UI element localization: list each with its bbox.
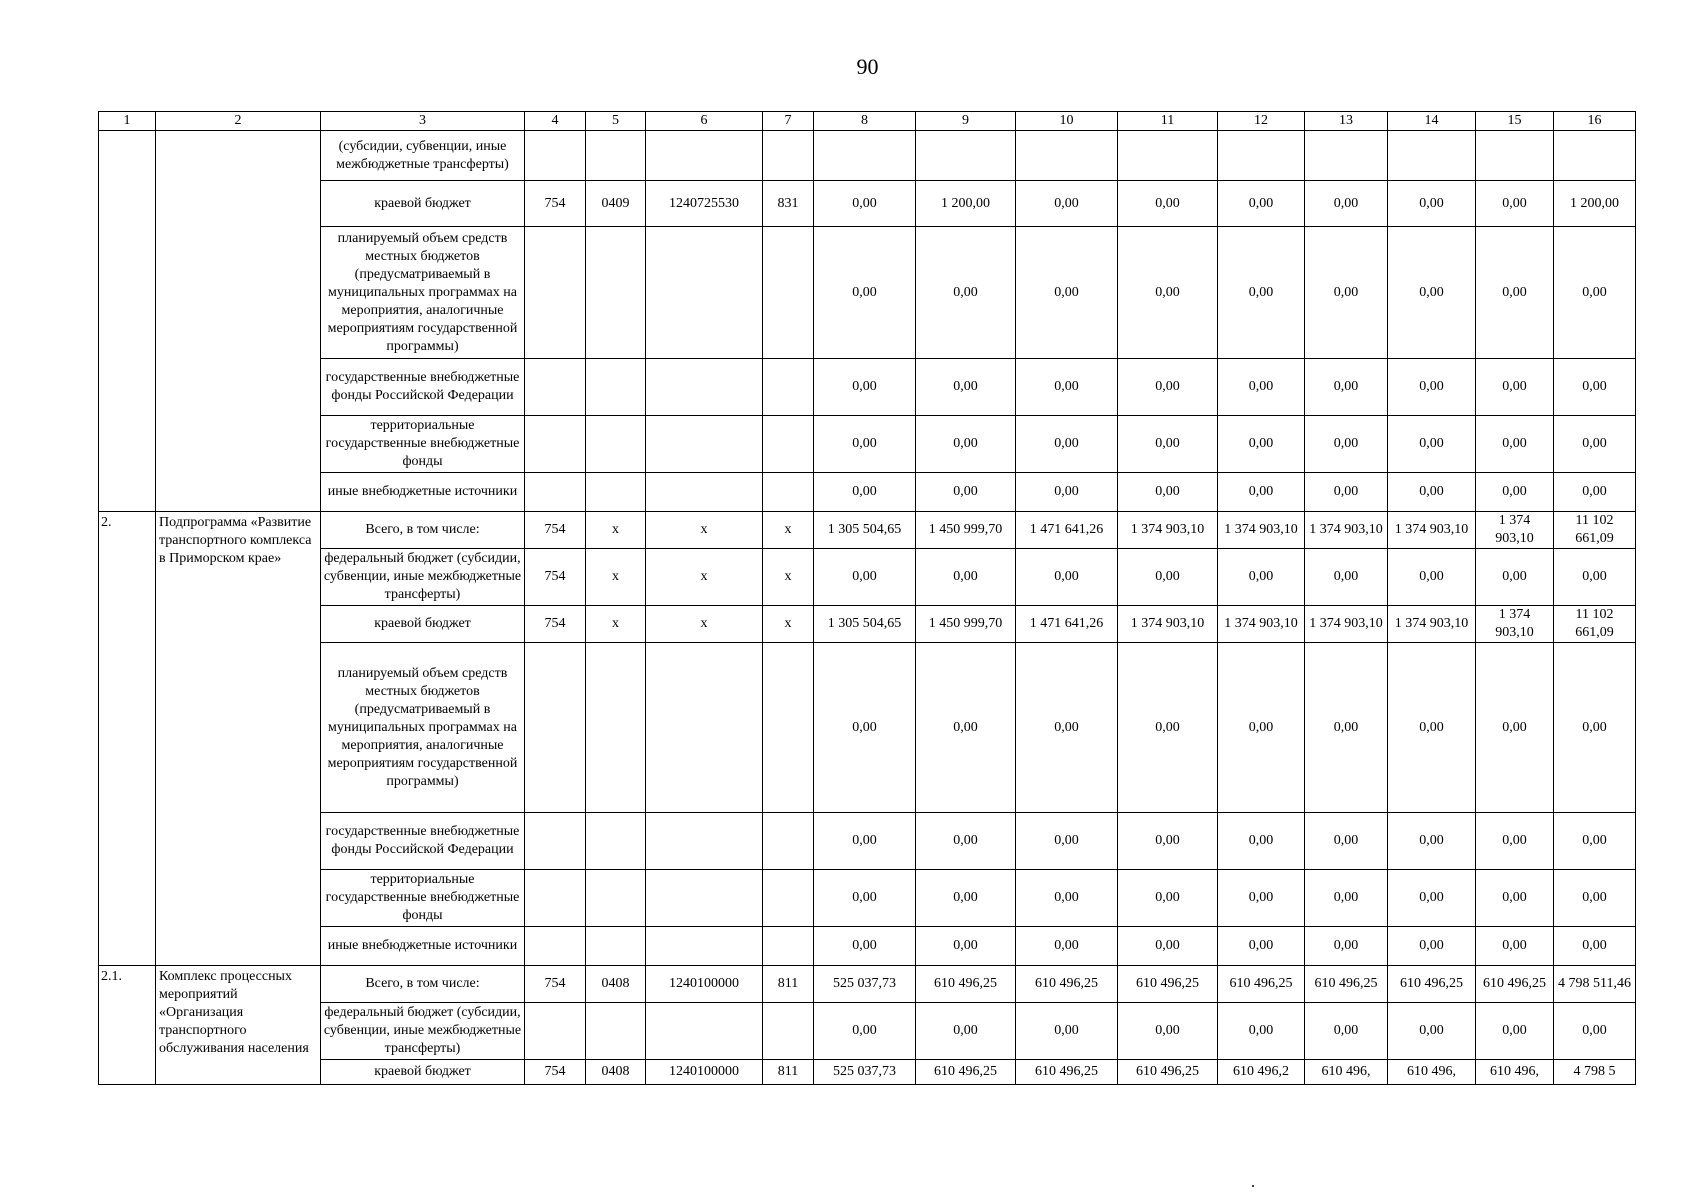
amount-cell: 0,00 — [1218, 1003, 1305, 1060]
amount-cell: 0,00 — [814, 870, 916, 927]
amount-cell: 0,00 — [1554, 813, 1636, 870]
amount-cell: 0,00 — [1305, 416, 1388, 473]
amount-cell: 0,00 — [916, 549, 1016, 606]
amount-cell: 0,00 — [1218, 473, 1305, 512]
funding-source-cell: краевой бюджет — [321, 606, 525, 643]
amount-cell: 0,00 — [1118, 927, 1218, 966]
budget-code-cell — [646, 870, 763, 927]
amount-cell: 0,00 — [1388, 181, 1476, 227]
amount-cell: 0,00 — [1388, 1003, 1476, 1060]
column-header: 5 — [586, 112, 646, 131]
amount-cell: 0,00 — [1218, 813, 1305, 870]
amount-cell — [1554, 131, 1636, 181]
amount-cell: 0,00 — [1218, 870, 1305, 927]
budget-code-cell — [586, 131, 646, 181]
amount-cell: 0,00 — [916, 227, 1016, 359]
amount-cell: 610 496,25 — [916, 966, 1016, 1003]
budget-code-cell: 0408 — [586, 1060, 646, 1085]
budget-code-cell: 0409 — [586, 181, 646, 227]
amount-cell: 0,00 — [916, 813, 1016, 870]
column-header: 13 — [1305, 112, 1388, 131]
amount-cell: 0,00 — [1476, 549, 1554, 606]
amount-cell: 0,00 — [916, 473, 1016, 512]
amount-cell: 0,00 — [1388, 813, 1476, 870]
amount-cell: 0,00 — [1554, 1003, 1636, 1060]
amount-cell: 1 374 903,10 — [1218, 512, 1305, 549]
amount-cell: 0,00 — [1554, 473, 1636, 512]
funding-source-cell: иные внебюджетные источники — [321, 927, 525, 966]
column-header: 1 — [99, 112, 156, 131]
amount-cell: 0,00 — [1016, 227, 1118, 359]
amount-cell: 0,00 — [1388, 359, 1476, 416]
budget-code-cell: х — [586, 606, 646, 643]
amount-cell: 610 496,25 — [1305, 966, 1388, 1003]
table-row — [99, 416, 1636, 473]
amount-cell — [1388, 131, 1476, 181]
budget-code-cell — [763, 643, 814, 813]
column-header: 7 — [763, 112, 814, 131]
budget-code-cell — [646, 927, 763, 966]
amount-cell: 610 496, — [1388, 1060, 1476, 1085]
budget-code-cell: 754 — [525, 966, 586, 1003]
budget-code-cell — [646, 359, 763, 416]
amount-cell: 0,00 — [1016, 1003, 1118, 1060]
table-row — [99, 549, 1636, 606]
column-header: 11 — [1118, 112, 1218, 131]
column-number-header-row — [99, 112, 1636, 131]
amount-cell: 0,00 — [1388, 549, 1476, 606]
section-number-cell: 2.1. — [99, 966, 156, 1085]
table-row — [99, 870, 1636, 927]
amount-cell: 0,00 — [916, 927, 1016, 966]
budget-code-cell: х — [646, 549, 763, 606]
amount-cell: 0,00 — [1016, 416, 1118, 473]
amount-cell — [1305, 131, 1388, 181]
amount-cell: 0,00 — [1476, 813, 1554, 870]
amount-cell: 1 200,00 — [1554, 181, 1636, 227]
budget-code-cell — [525, 643, 586, 813]
amount-cell: 0,00 — [1118, 181, 1218, 227]
amount-cell: 0,00 — [1388, 416, 1476, 473]
amount-cell: 1 374 903,10 — [1388, 606, 1476, 643]
budget-code-cell: х — [646, 512, 763, 549]
budget-code-cell — [525, 473, 586, 512]
amount-cell: 0,00 — [814, 643, 916, 813]
amount-cell: 525 037,73 — [814, 1060, 916, 1085]
budget-code-cell — [646, 131, 763, 181]
amount-cell: 0,00 — [814, 549, 916, 606]
amount-cell: 0,00 — [1388, 870, 1476, 927]
budget-code-cell: 754 — [525, 549, 586, 606]
amount-cell: 0,00 — [814, 359, 916, 416]
budget-code-cell — [646, 416, 763, 473]
amount-cell: 0,00 — [1016, 870, 1118, 927]
amount-cell: 0,00 — [814, 473, 916, 512]
amount-cell: 610 496,25 — [1388, 966, 1476, 1003]
amount-cell: 0,00 — [1118, 643, 1218, 813]
amount-cell: 0,00 — [1476, 1003, 1554, 1060]
amount-cell: 0,00 — [814, 416, 916, 473]
amount-cell — [1476, 131, 1554, 181]
amount-cell: 610 496, — [1476, 1060, 1554, 1085]
amount-cell: 1 305 504,65 — [814, 512, 916, 549]
amount-cell: 0,00 — [1305, 813, 1388, 870]
column-header: 2 — [156, 112, 321, 131]
amount-cell: 610 496,25 — [1476, 966, 1554, 1003]
amount-cell: 0,00 — [1118, 549, 1218, 606]
amount-cell: 0,00 — [1118, 813, 1218, 870]
amount-cell: 0,00 — [916, 870, 1016, 927]
amount-cell: 0,00 — [1218, 549, 1305, 606]
amount-cell: 0,00 — [1305, 359, 1388, 416]
funding-source-cell: планируемый объем средств местных бюджетов (предусматриваемый в муниципальных программах на мероприятия, аналогичные мероприятиям государственной программы) — [321, 643, 525, 813]
budget-code-cell: 754 — [525, 512, 586, 549]
budget-code-cell — [586, 813, 646, 870]
budget-code-cell — [763, 359, 814, 416]
amount-cell: 0,00 — [916, 1003, 1016, 1060]
table-row — [99, 473, 1636, 512]
funding-source-cell: федеральный бюджет (субсидии, субвенции, иные межбюджетные трансферты) — [321, 1003, 525, 1060]
amount-cell: 0,00 — [814, 813, 916, 870]
amount-cell: 0,00 — [1476, 927, 1554, 966]
budget-code-cell: 754 — [525, 606, 586, 643]
budget-code-cell: 811 — [763, 1060, 814, 1085]
column-header: 8 — [814, 112, 916, 131]
budget-code-cell — [763, 927, 814, 966]
amount-cell: 1 200,00 — [916, 181, 1016, 227]
budget-code-cell — [646, 473, 763, 512]
amount-cell: 1 305 504,65 — [814, 606, 916, 643]
amount-cell: 1 374 903,10 — [1218, 606, 1305, 643]
amount-cell: 0,00 — [916, 359, 1016, 416]
budget-code-cell — [586, 870, 646, 927]
table-row — [99, 181, 1636, 227]
budget-code-cell — [763, 416, 814, 473]
amount-cell: 1 374 903,10 — [1118, 606, 1218, 643]
amount-cell — [1218, 131, 1305, 181]
amount-cell: 1 471 641,26 — [1016, 606, 1118, 643]
amount-cell: 610 496,25 — [1218, 966, 1305, 1003]
amount-cell: 0,00 — [916, 643, 1016, 813]
amount-cell — [814, 131, 916, 181]
amount-cell: 0,00 — [1218, 643, 1305, 813]
amount-cell: 0,00 — [1016, 181, 1118, 227]
column-header: 15 — [1476, 112, 1554, 131]
amount-cell: 0,00 — [1305, 927, 1388, 966]
budget-code-cell — [763, 227, 814, 359]
column-header: 12 — [1218, 112, 1305, 131]
amount-cell: 0,00 — [1476, 643, 1554, 813]
budget-code-cell: 1240100000 — [646, 966, 763, 1003]
budget-code-cell — [763, 813, 814, 870]
amount-cell: 0,00 — [1218, 227, 1305, 359]
amount-cell: 0,00 — [1554, 359, 1636, 416]
table-row — [99, 606, 1636, 643]
budget-code-cell: 1240100000 — [646, 1060, 763, 1085]
amount-cell: 610 496,25 — [1016, 966, 1118, 1003]
budget-code-cell: 754 — [525, 1060, 586, 1085]
amount-cell: 610 496, — [1305, 1060, 1388, 1085]
budget-code-cell: х — [586, 549, 646, 606]
column-header: 6 — [646, 112, 763, 131]
funding-source-cell: территориальные государственные внебюджетные фонды — [321, 416, 525, 473]
amount-cell: 0,00 — [1305, 1003, 1388, 1060]
amount-cell: 0,00 — [1388, 643, 1476, 813]
amount-cell: 0,00 — [1388, 227, 1476, 359]
budget-code-cell: 831 — [763, 181, 814, 227]
budget-code-cell — [646, 813, 763, 870]
funding-source-cell: планируемый объем средств местных бюджетов (предусматриваемый в муниципальных программах на мероприятия, аналогичные мероприятиям государственной программы) — [321, 227, 525, 359]
table-row — [99, 813, 1636, 870]
amount-cell: 11 102 661,09 — [1554, 606, 1636, 643]
amount-cell: 1 374 903,10 — [1476, 606, 1554, 643]
budget-code-cell: х — [763, 549, 814, 606]
budget-code-cell: 754 — [525, 181, 586, 227]
budget-code-cell: 0408 — [586, 966, 646, 1003]
amount-cell: 525 037,73 — [814, 966, 916, 1003]
amount-cell: 1 374 903,10 — [1305, 606, 1388, 643]
budget-table — [98, 111, 1636, 1085]
amount-cell — [1118, 131, 1218, 181]
budget-code-cell — [525, 359, 586, 416]
funding-source-cell: Всего, в том числе: — [321, 512, 525, 549]
column-header: 16 — [1554, 112, 1636, 131]
budget-code-cell — [525, 416, 586, 473]
amount-cell: 0,00 — [814, 1003, 916, 1060]
amount-cell: 0,00 — [814, 181, 916, 227]
column-header: 4 — [525, 112, 586, 131]
amount-cell: 0,00 — [1388, 927, 1476, 966]
funding-source-cell: государственные внебюджетные фонды Российской Федерации — [321, 359, 525, 416]
budget-code-cell — [525, 927, 586, 966]
amount-cell: 0,00 — [1554, 416, 1636, 473]
section-name-cell: Комплекс процессных мероприятий «Организация транспортного обслуживания населения — [156, 966, 321, 1085]
amount-cell: 0,00 — [1305, 227, 1388, 359]
budget-code-cell: х — [646, 606, 763, 643]
table-row — [99, 1060, 1636, 1085]
budget-code-cell — [763, 870, 814, 927]
column-header: 10 — [1016, 112, 1118, 131]
funding-source-cell: краевой бюджет — [321, 1060, 525, 1085]
amount-cell: 0,00 — [1554, 927, 1636, 966]
amount-cell: 0,00 — [1554, 227, 1636, 359]
budget-code-cell — [646, 227, 763, 359]
budget-code-cell: 811 — [763, 966, 814, 1003]
page-number: 90 — [856, 54, 879, 79]
amount-cell: 0,00 — [1118, 359, 1218, 416]
amount-cell: 4 798 5 — [1554, 1060, 1636, 1085]
amount-cell: 0,00 — [1476, 870, 1554, 927]
amount-cell: 0,00 — [1305, 643, 1388, 813]
budget-code-cell: х — [586, 512, 646, 549]
section-name-cell: Подпрограмма «Развитие транспортного комплекса в Приморском крае» — [156, 512, 321, 966]
amount-cell: 0,00 — [1554, 549, 1636, 606]
funding-source-cell: иные внебюджетные источники — [321, 473, 525, 512]
amount-cell: 1 374 903,10 — [1305, 512, 1388, 549]
amount-cell: 0,00 — [1118, 870, 1218, 927]
scan-speck — [1252, 1185, 1254, 1187]
amount-cell: 610 496,25 — [916, 1060, 1016, 1085]
amount-cell: 610 496,25 — [1016, 1060, 1118, 1085]
column-header: 14 — [1388, 112, 1476, 131]
budget-code-cell — [586, 643, 646, 813]
funding-source-cell: государственные внебюджетные фонды Российской Федерации — [321, 813, 525, 870]
budget-code-cell — [646, 1003, 763, 1060]
section-number-cell — [99, 131, 156, 512]
amount-cell: 0,00 — [1305, 549, 1388, 606]
table-row — [99, 1003, 1636, 1060]
budget-code-cell — [586, 416, 646, 473]
amount-cell: 1 450 999,70 — [916, 606, 1016, 643]
budget-code-cell — [525, 227, 586, 359]
amount-cell: 0,00 — [1118, 227, 1218, 359]
amount-cell: 1 374 903,10 — [1388, 512, 1476, 549]
funding-source-cell: территориальные государственные внебюджетные фонды — [321, 870, 525, 927]
amount-cell: 0,00 — [1554, 870, 1636, 927]
amount-cell: 610 496,25 — [1118, 966, 1218, 1003]
amount-cell: 0,00 — [814, 227, 916, 359]
amount-cell: 4 798 511,46 — [1554, 966, 1636, 1003]
table-row — [99, 643, 1636, 813]
budget-code-cell: х — [763, 512, 814, 549]
amount-cell: 0,00 — [1476, 181, 1554, 227]
amount-cell: 0,00 — [1476, 359, 1554, 416]
amount-cell: 0,00 — [1218, 181, 1305, 227]
table-row — [99, 227, 1636, 359]
amount-cell: 0,00 — [1305, 870, 1388, 927]
amount-cell: 1 450 999,70 — [916, 512, 1016, 549]
amount-cell: 0,00 — [1016, 473, 1118, 512]
amount-cell: 610 496,2 — [1218, 1060, 1305, 1085]
amount-cell: 0,00 — [1118, 416, 1218, 473]
table-row — [99, 131, 1636, 181]
budget-code-cell — [763, 473, 814, 512]
amount-cell: 0,00 — [1118, 473, 1218, 512]
table-row — [99, 966, 1636, 1003]
budget-code-cell — [586, 359, 646, 416]
amount-cell: 610 496,25 — [1118, 1060, 1218, 1085]
budget-code-cell — [525, 1003, 586, 1060]
amount-cell: 0,00 — [1016, 813, 1118, 870]
amount-cell: 0,00 — [1016, 549, 1118, 606]
funding-source-cell: краевой бюджет — [321, 181, 525, 227]
amount-cell: 0,00 — [1218, 359, 1305, 416]
amount-cell: 0,00 — [814, 927, 916, 966]
table-row — [99, 927, 1636, 966]
amount-cell: 1 374 903,10 — [1476, 512, 1554, 549]
budget-code-cell — [525, 870, 586, 927]
amount-cell: 0,00 — [1476, 416, 1554, 473]
amount-cell: 0,00 — [1305, 181, 1388, 227]
budget-code-cell — [646, 643, 763, 813]
budget-code-cell — [586, 473, 646, 512]
budget-code-cell — [586, 227, 646, 359]
funding-source-cell: (субсидии, субвенции, иные межбюджетные трансферты) — [321, 131, 525, 181]
table-row — [99, 359, 1636, 416]
amount-cell: 11 102 661,09 — [1554, 512, 1636, 549]
amount-cell: 0,00 — [1118, 1003, 1218, 1060]
amount-cell — [1016, 131, 1118, 181]
column-header: 3 — [321, 112, 525, 131]
amount-cell: 0,00 — [1218, 927, 1305, 966]
amount-cell: 0,00 — [1016, 359, 1118, 416]
amount-cell: 0,00 — [1016, 927, 1118, 966]
amount-cell: 0,00 — [1305, 473, 1388, 512]
funding-source-cell: Всего, в том числе: — [321, 966, 525, 1003]
budget-code-cell — [525, 131, 586, 181]
funding-source-cell: федеральный бюджет (субсидии, субвенции, иные межбюджетные трансферты) — [321, 549, 525, 606]
amount-cell: 0,00 — [1016, 643, 1118, 813]
budget-code-cell — [763, 1003, 814, 1060]
amount-cell: 0,00 — [1476, 473, 1554, 512]
column-header: 9 — [916, 112, 1016, 131]
amount-cell: 0,00 — [1554, 643, 1636, 813]
budget-code-cell — [763, 131, 814, 181]
budget-code-cell: 1240725530 — [646, 181, 763, 227]
amount-cell: 1 471 641,26 — [1016, 512, 1118, 549]
section-number-cell: 2. — [99, 512, 156, 966]
amount-cell: 0,00 — [916, 416, 1016, 473]
amount-cell — [916, 131, 1016, 181]
section-name-cell — [156, 131, 321, 512]
budget-code-cell — [586, 927, 646, 966]
amount-cell: 0,00 — [1218, 416, 1305, 473]
amount-cell: 0,00 — [1388, 473, 1476, 512]
budget-code-cell: х — [763, 606, 814, 643]
amount-cell: 0,00 — [1476, 227, 1554, 359]
budget-code-cell — [586, 1003, 646, 1060]
amount-cell: 1 374 903,10 — [1118, 512, 1218, 549]
budget-code-cell — [525, 813, 586, 870]
table-row — [99, 512, 1636, 549]
